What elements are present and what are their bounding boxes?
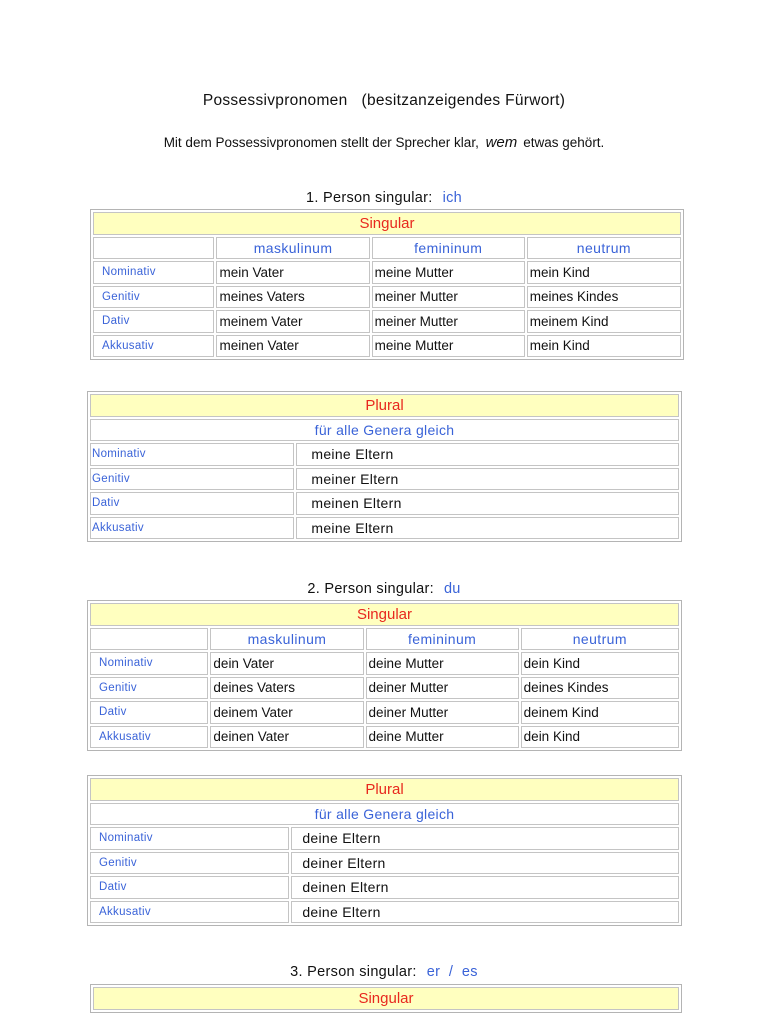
gender-maskulinum: maskulinum [210, 628, 363, 651]
table-row [90, 517, 679, 540]
form-cell: meine Mutter [372, 335, 525, 358]
form-cell: meines Kindes [527, 286, 681, 309]
case-genitiv: Genitiv [90, 677, 208, 700]
form-cell: deinem Kind [521, 701, 679, 724]
case-dativ: Dativ [90, 876, 289, 899]
corner-cell [93, 237, 214, 260]
form-cell: deine Eltern [291, 827, 679, 850]
table-row [93, 237, 681, 260]
form-cell: deines Vaters [210, 677, 363, 700]
plural-header: Plural [90, 778, 679, 801]
plural-table-2 [87, 775, 682, 926]
singular-header: Singular [90, 603, 679, 626]
form-cell: meine Mutter [372, 261, 525, 284]
case-genitiv: Genitiv [93, 286, 214, 309]
intro-text [0, 134, 768, 151]
form-cell: deine Mutter [366, 652, 519, 675]
table-row [90, 468, 679, 491]
table-row [90, 394, 679, 417]
plural-table-1 [87, 391, 682, 542]
table-row [90, 827, 679, 850]
singular-table-2 [87, 600, 682, 751]
intro-emphasis: wem [485, 134, 518, 151]
form-cell: meinen Vater [216, 335, 369, 358]
case-dativ: Dativ [90, 701, 208, 724]
page-title [0, 92, 768, 110]
form-cell: deine Eltern [291, 901, 679, 924]
case-dativ: Dativ [93, 310, 214, 333]
section-1-heading [0, 190, 768, 206]
form-cell: mein Vater [216, 261, 369, 284]
all-genders-label: für alle Genera gleich [90, 803, 679, 826]
table-row [90, 677, 679, 700]
table-row [90, 803, 679, 826]
table-row [90, 652, 679, 675]
gender-maskulinum: maskulinum [216, 237, 369, 260]
form-cell: deiner Mutter [366, 677, 519, 700]
form-cell: dein Kind [521, 726, 679, 749]
case-akkusativ: Akkusativ [90, 901, 289, 924]
case-nominativ: Nominativ [90, 443, 294, 466]
case-genitiv: Genitiv [90, 852, 289, 875]
form-cell: deine Mutter [366, 726, 519, 749]
table-row [90, 876, 679, 899]
table-row [90, 419, 679, 442]
table-row [90, 901, 679, 924]
title-main: Possessivpronomen [202, 92, 348, 109]
form-cell: deiner Eltern [291, 852, 679, 875]
plural-header: Plural [90, 394, 679, 417]
table-row [90, 492, 679, 515]
person-pronoun: du [443, 581, 461, 597]
case-akkusativ: Akkusativ [90, 726, 208, 749]
gender-femininum: femininum [372, 237, 525, 260]
person-label: 2. Person singular: [307, 581, 434, 597]
form-cell: meine Eltern [296, 443, 679, 466]
table-row [93, 987, 679, 1010]
table-row [90, 701, 679, 724]
form-cell: mein Kind [527, 261, 681, 284]
form-cell: meiner Mutter [372, 286, 525, 309]
person-label: 3. Person singular: [290, 964, 417, 980]
form-cell: deiner Mutter [366, 701, 519, 724]
intro-before: Mit dem Possessivpronomen stellt der Sprecher klar, [163, 135, 479, 150]
table-row [90, 628, 679, 651]
form-cell: dein Vater [210, 652, 363, 675]
form-cell: meiner Eltern [296, 468, 679, 491]
form-cell: meinem Kind [527, 310, 681, 333]
person-pronoun: ich [442, 190, 463, 206]
section-2-heading [0, 581, 768, 597]
intro-after: etwas gehört. [523, 135, 605, 150]
form-cell: dein Kind [521, 652, 679, 675]
form-cell: meines Vaters [216, 286, 369, 309]
case-akkusativ: Akkusativ [90, 517, 294, 540]
case-nominativ: Nominativ [93, 261, 214, 284]
gender-femininum: femininum [366, 628, 519, 651]
form-cell: deinen Vater [210, 726, 363, 749]
case-dativ: Dativ [90, 492, 294, 515]
table-row [93, 310, 681, 333]
singular-header: Singular [93, 212, 681, 235]
table-row [90, 778, 679, 801]
table-row [93, 286, 681, 309]
table-row [93, 261, 681, 284]
form-cell: meinem Vater [216, 310, 369, 333]
table-row [90, 443, 679, 466]
singular-header: Singular [93, 987, 679, 1010]
form-cell: deinen Eltern [291, 876, 679, 899]
form-cell: meinen Eltern [296, 492, 679, 515]
case-nominativ: Nominativ [90, 827, 289, 850]
table-row [90, 726, 679, 749]
person-pronoun: er / es [426, 964, 478, 980]
form-cell: deinem Vater [210, 701, 363, 724]
singular-table-3 [90, 984, 682, 1013]
person-label: 1. Person singular: [305, 190, 433, 206]
singular-table-1 [90, 209, 684, 360]
section-3-heading [0, 964, 768, 980]
case-nominativ: Nominativ [90, 652, 208, 675]
gender-neutrum: neutrum [521, 628, 679, 651]
table-row [93, 335, 681, 358]
form-cell: deines Kindes [521, 677, 679, 700]
table-row [90, 852, 679, 875]
title-subtitle: (besitzanzeigendes Fürwort) [361, 92, 566, 109]
case-akkusativ: Akkusativ [93, 335, 214, 358]
form-cell: meiner Mutter [372, 310, 525, 333]
table-row [93, 212, 681, 235]
form-cell: meine Eltern [296, 517, 679, 540]
gender-neutrum: neutrum [527, 237, 681, 260]
form-cell: mein Kind [527, 335, 681, 358]
all-genders-label: für alle Genera gleich [90, 419, 679, 442]
corner-cell [90, 628, 208, 651]
case-genitiv: Genitiv [90, 468, 294, 491]
table-row [90, 603, 679, 626]
